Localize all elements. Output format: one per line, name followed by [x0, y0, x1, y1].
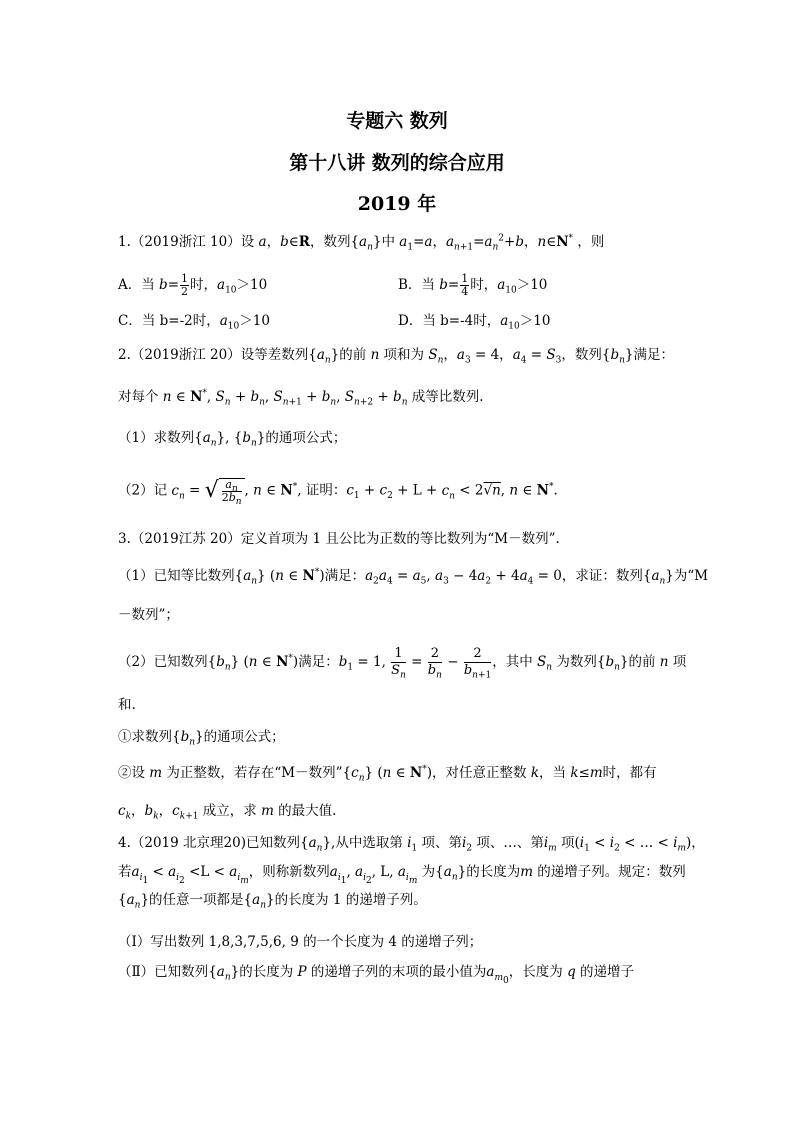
q3-sub2-cont: $c_k$，$b_k$，$c_{k+1}$ 成立，求 m 的最大值.: [118, 803, 337, 822]
q3-part2-cont: 和.: [118, 697, 136, 713]
q2-stem: 2.（2019浙江 20）设等差数列$\{a_n\}$的前 n 项和为 $S_n$，$a_3 = 4$，$a_4 = S_3$，数列$\{b_n\}$满足：: [118, 347, 675, 366]
q1-option-b: B．当 b= $\frac{1}{4}$ 时，$a_{10}>10$: [398, 272, 548, 298]
q3-sub1: ①求数列$\{b_n\}$的通项公式；: [118, 729, 285, 748]
year-heading: 2019 年: [357, 193, 437, 215]
q4-part2: （Ⅱ）已知数列$\{a_n\}$的长度为 P 的递增子列的末项的最小值为$a_{m_0}$，长度为 q 的递增子: [118, 964, 635, 986]
q4-part1: （Ⅰ）写出数列 1,8,3,7,5,6, 9 的一个长度为 4 的递增子列；: [118, 934, 483, 950]
q4-stem: 4.（2019 北京理20)已知数列$\{a_n\}$,从中选取第 $i_1$ 项、第$i_2$ 项、…、第$i_m$ 项($i_1 < i_2$ < … < $i_m$)，: [118, 835, 705, 854]
q3-sub2: ②设 m 为正整数，若存在“M－数列$”\{c_n\}$ (n ∈ N*)，对任意正整数 k，当 k≤m时，都有: [118, 764, 657, 784]
q2-condition: 对每个 n ∈ N*, $S_n + b_n$, $S_{n+1} + b_n$, $S_{n+2} + b_n$ 成等比数列.: [118, 388, 484, 408]
q3-stem: 3.（2019江苏 20）定义首项为 1 且公比为正数的等比数列为“M－数列”.: [118, 531, 560, 547]
q2-part2: （2）记 $c_n$ = √ $\frac{a_n}{2b_n}$ , n ∈ N*, 证明：$c_1 + c_2 + L + c_n < 2√n$, n ∈ N*.: [118, 478, 558, 508]
lecture-title: 第十八讲 数列的综合应用: [289, 152, 505, 174]
q1-option-d: D．当 b=-4时，$a_{10}>10$: [398, 313, 551, 332]
q3-part1: （1）已知等比数列$\{a_n\}$ (n ∈ N*)满足：$a_2a_4 = a_5$, $a_3 - 4a_2 + 4a_4 = 0$，求证：数列$\{a_n\}$为“M: [118, 567, 709, 587]
q3-part1-cont: －数列”；: [118, 607, 179, 623]
q3-part2: （2）已知数列$\{b_n\}$ (n ∈ N*)满足：$b_1 = 1$, $\frac{1}{S_n}$ = $\frac{2}{b_n}$ − $\frac{2}{b_{n+1}}$ ，其中 $S_n$ 为数列$\{b_n\}$的前 n 项: [118, 646, 687, 681]
q1-option-a: A．当 b= $\frac{1}{2}$ 时，$a_{10}>10$: [118, 272, 268, 298]
q4-definition: 若$a_{i_1} < a_{i_2} <L < a_{i_m}$，则称新数列$a_{i_1}$, $a_{i_2}$, L, $a_{i_m}$ 为$\{a_n\}$的长度为m 的递增子列。规定：数列: [118, 864, 686, 886]
q2-part1: （1）求数列$\{a_n\}$, $\{b_n\}$的通项公式；: [118, 430, 347, 449]
q4-rule: $\{a_n\}$的任意一项都是$\{a_n\}$的长度为 1 的递增子列。: [118, 892, 427, 911]
q1-option-c: C．当 b=-2时，$a_{10}>10$: [118, 313, 270, 332]
q1-stem: 1.（2019浙江 10）设 a，b∈R，数列$\{a_n\}$中 $a_1=a$，$a_{n+1}=a_n^2+b$，n∈N* ，则: [118, 233, 605, 253]
section-title: 专题六 数列: [346, 110, 448, 132]
